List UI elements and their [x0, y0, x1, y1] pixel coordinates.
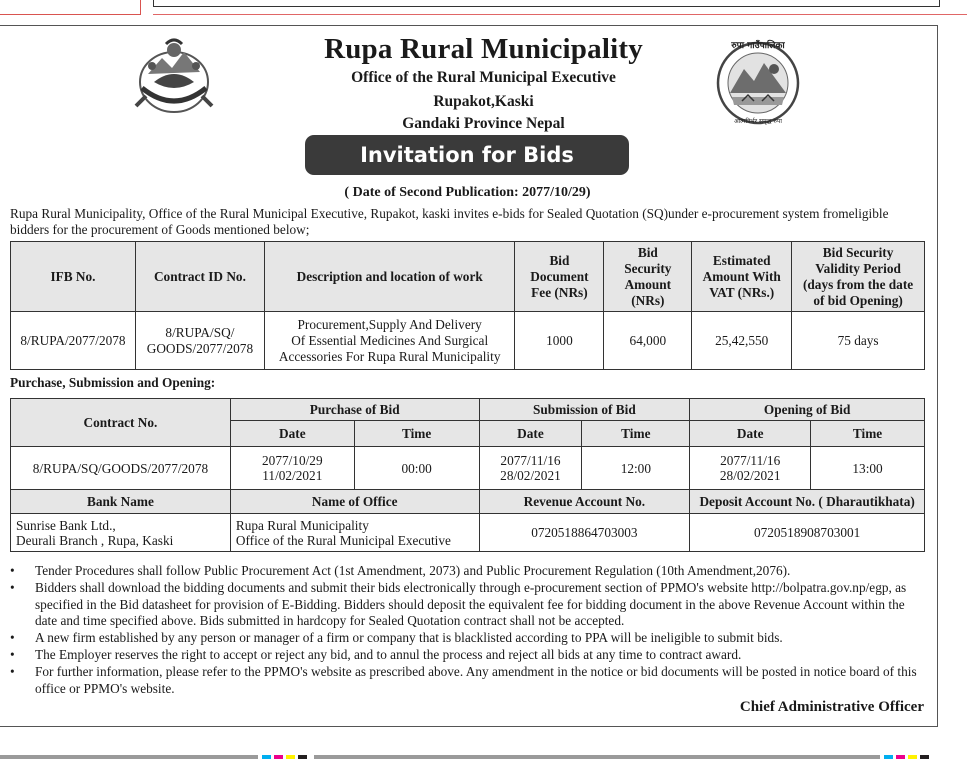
deposit-account-header: Deposit Account No. ( Dharautikhata) — [690, 490, 925, 514]
opening-header: Opening of Bid — [690, 399, 925, 421]
validity-period-cell: 75 days — [792, 312, 925, 370]
office-name-cell: Rupa Rural Municipality Office of the Rural Municipal Executive — [230, 514, 479, 552]
opening-date-header: Date — [690, 421, 811, 447]
purchase-header: Purchase of Bid — [230, 399, 479, 421]
bottom-print-strip — [0, 755, 967, 759]
submission-date-header: Date — [479, 421, 582, 447]
contract-id-header: Contract ID No. — [135, 242, 264, 312]
contract-no-header: Contract No. — [11, 399, 231, 447]
security-amount-cell: 64,000 — [604, 312, 692, 370]
municipality-title: Rupa Rural Municipality — [324, 33, 643, 65]
purchase-date-header: Date — [230, 421, 354, 447]
signatory-title: Chief Administrative Officer — [739, 699, 924, 715]
seal-bottom-text: आत्मनिर्भर समृद्ध रुपा — [734, 118, 782, 125]
revenue-account-header: Revenue Account No. — [479, 490, 690, 514]
purchase-date-cell: 2077/10/29 11/02/2021 — [230, 447, 354, 490]
schedule-table — [10, 398, 925, 552]
list-item: • Bidders shall download the bidding documents and submit their bids electronically through e-procurement section of PPMO's website http://bolpatra.gov.np/egp, as specified in the Bid datasheet for provision of E-Bidding. Bidders should deposit the equivalent fee for bidding document in the above Revenue Account within the date and time specified above. Bids submitted in hardcopy for Sealed Quotation contract shall not be accepted. — [10, 580, 927, 630]
cyan-mark — [884, 755, 893, 759]
submission-date-cell: 2077/11/16 28/02/2021 — [479, 447, 582, 490]
deposit-account-cell: 0720518908703001 — [690, 514, 925, 552]
invitation-banner: Invitation for Bids — [305, 135, 629, 175]
contract-no-cell: 8/RUPA/SQ/GOODS/2077/2078 — [11, 447, 231, 490]
description-header: Description and location of work — [264, 242, 515, 312]
black-mark — [920, 755, 929, 759]
publication-date: ( Date of Second Publication: 2077/10/29) — [344, 185, 591, 200]
opening-date-cell: 2077/11/16 28/02/2021 — [690, 447, 811, 490]
yellow-mark — [286, 755, 295, 759]
list-item: • For further information, please refer to the PPMO's website as prescribed above. Any amendment in the notice or bid documents will be posted in notice board of this office or PPMO's website. — [10, 664, 927, 698]
seal-top-text: रुपा गाउँपालिका — [731, 41, 785, 51]
table-header-row — [11, 242, 925, 312]
revenue-account-cell: 0720518864703003 — [479, 514, 690, 552]
list-item: • Tender Procedures shall follow Public Procurement Act (1st Amendment, 2073) and Public Procurement Regulation (10th Amendment,2076). — [10, 563, 927, 580]
contract-id-cell: 8/RUPA/SQ/ GOODS/2077/2078 — [135, 312, 264, 370]
cyan-mark — [262, 755, 271, 759]
submission-header: Submission of Bid — [479, 399, 690, 421]
list-item: • The Employer reserves the right to accept or reject any bid, and to annul the process and reject all bids at any time to contract award. — [10, 647, 927, 664]
schedule-header-row — [11, 399, 925, 421]
office-name: Office of the Rural Municipal Executive — [351, 69, 616, 86]
magenta-mark — [274, 755, 283, 759]
office-name-header: Name of Office — [230, 490, 479, 514]
validity-period-header: Bid Security Validity Period (days from the date of bid Opening) — [792, 242, 925, 312]
black-mark — [298, 755, 307, 759]
notes-list — [10, 563, 927, 697]
list-item: • A new firm established by any person or manager of a firm or company that is blacklisted according to PPA will be ineligible to submit bids. — [10, 630, 927, 647]
bank-name-cell: Sunrise Bank Ltd., Deurali Branch , Rupa, Kaski — [11, 514, 231, 552]
bid-details-table — [10, 241, 925, 370]
bank-header-row — [11, 490, 925, 514]
submission-time-cell: 12:00 — [582, 447, 690, 490]
bank-name-header: Bank Name — [11, 490, 231, 514]
estimated-amount-header: Estimated Amount With VAT (NRs.) — [692, 242, 792, 312]
intro-paragraph: Rupa Rural Municipality, Office of the Rural Municipal Executive, Rupakot, kaski invites e-bids for Sealed Quotation (SQ)under e-procurement system fromeligible bidders for the procurement of Goods mentioned below; — [10, 206, 889, 237]
ifb-header: IFB No. — [11, 242, 136, 312]
opening-time-header: Time — [811, 421, 925, 447]
magenta-mark — [896, 755, 905, 759]
office-location: Rupakot,Kaski — [433, 93, 534, 110]
document-fee-header: Bid Document Fee (NRs) — [515, 242, 604, 312]
table-row — [11, 447, 925, 490]
schedule-section-title: Purchase, Submission and Opening: — [10, 375, 216, 390]
purchase-time-cell: 00:00 — [354, 447, 479, 490]
submission-time-header: Time — [582, 421, 690, 447]
estimated-amount-cell: 25,42,550 — [692, 312, 792, 370]
yellow-mark — [908, 755, 917, 759]
ifb-cell: 8/RUPA/2077/2078 — [11, 312, 136, 370]
province-name: Gandaki Province Nepal — [402, 115, 565, 132]
table-row — [11, 514, 925, 552]
security-amount-header: Bid Security Amount (NRs) — [604, 242, 692, 312]
purchase-time-header: Time — [354, 421, 479, 447]
document-fee-cell: 1000 — [515, 312, 604, 370]
description-cell: Procurement,Supply And Delivery Of Essential Medicines And Surgical Accessories For Rupa Rural Municipality — [264, 312, 515, 370]
table-row — [11, 312, 925, 370]
top-print-strip — [0, 0, 967, 22]
opening-time-cell: 13:00 — [811, 447, 925, 490]
